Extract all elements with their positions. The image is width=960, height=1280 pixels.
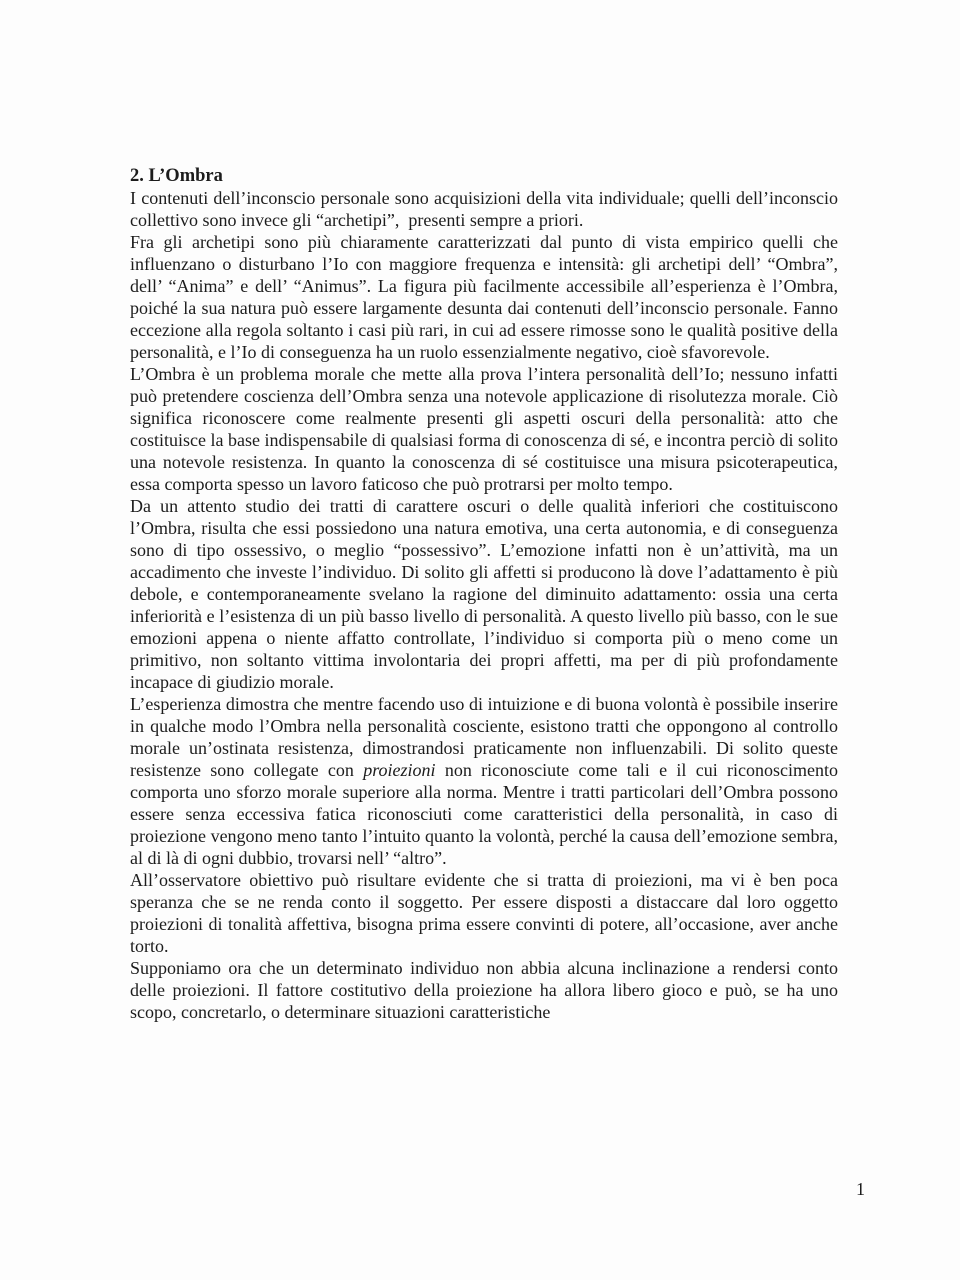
paragraph [130, 957, 838, 1023]
document-heading: 2. L’Ombra [130, 166, 223, 186]
text-run: non riconosciute come tali e il cui riconoscimento comporta uno sforzo morale superiore alla norma. Mentre i tratti particolari dell’Ombra possono essere senza eccessiva fatica riconosciuti come caratteristici della personalità, in caso di proiezione vengono meno tanto l’intuito quanto la volontà, perché la causa dell’emozione sembra, al di là di ogni dubbio, trovarsi nell’ “altro”. [130, 760, 838, 868]
text-run: Fra gli archetipi sono più chiaramente caratterizzati dal punto di vista empirico quelli che influenzano o disturbano l’Io con maggiore frequenza e intensità: gli archetipi dell’ “Ombra”, dell’ “Anima” e dell’ “Animus”. La figura più facilmente accessibile all’esperienza è l’Ombra, poiché la sua natura può essere largamente desunta dai contenuti dell’inconscio personale. Fanno eccezione alla regola soltanto i casi più rari, in cui ad essere rimosse sono le qualità positive della personalità, e l’Io di conseguenza ha un ruolo essenzialmente negativo, cioè sfavorevole. [130, 232, 838, 362]
paragraph [130, 363, 838, 495]
paragraph [130, 869, 838, 957]
text-run: Da un attento studio dei tratti di carattere oscuri o delle qualità inferiori che costituiscono l’Ombra, risulta che essi possiedono una natura emotiva, una certa autonomia, e di conseguenza sono di tipo ossessivo, o meglio “possessivo”. L’emozione infatti non è un’attività, ma un accadimento che investe l’individuo. Di solito gli affetti si producono là dove l’adattamento è più debole, e contemporaneamente svelano la ragione del diminuito adattamento: ossia una certa inferiorità e l’esistenza di un più basso livello di personalità. A questo livello più basso, con le sue emozioni appena o niente affatto controllate, l’individuo si comporta più o meno come un primitivo, non soltanto vittima involontaria dei propri affetti, ma per di più profondamente incapace di giudizio morale. [130, 496, 838, 692]
text-run: Supponiamo ora che un determinato individuo non abbia alcuna inclinazione a rendersi conto delle proiezioni. Il fattore costitutivo della proiezione ha allora libero gioco e può, se ha uno scopo, concretarlo, o determinare situazioni caratteristiche [130, 958, 838, 1022]
paragraph [130, 187, 838, 231]
text-run: I contenuti dell’inconscio personale sono acquisizioni della vita individuale; quelli dell’inconscio collettivo sono invece gli “archetipi”, presenti sempre a priori. [130, 188, 838, 230]
document-body [130, 165, 838, 1023]
text-run: L’Ombra è un problema morale che mette alla prova l’intera personalità dell’Io; nessuno infatti può pretendere coscienza dell’Ombra senza una notevole applicazione di risolutezza morale. Ciò significa riconoscere come realmente presenti gli aspetti oscuri della personalità: atto che costituisce la base indispensabile di qualsiasi forma di conoscenza di sé, e incontra perciò di solito una notevole resistenza. In quanto la conoscenza di sé costituisce una misura psicoterapeutica, essa comporta spesso un lavoro faticoso che può protrarsi per molto tempo. [130, 364, 838, 494]
paragraph [130, 495, 838, 693]
italic-run: proiezioni [363, 760, 436, 780]
text-run: L’esperienza dimostra che mentre facendo uso di intuizione e di buona volontà è possibile inserire in qualche modo l’Ombra nella personalità cosciente, esistono tratti che oppongono al controllo morale un’ostinata resistenza, dimostrandosi praticamente non influenzabili. Di solito queste resistenze sono collegate con [130, 694, 838, 780]
paragraphs-container [130, 187, 838, 1023]
paragraph [130, 231, 838, 363]
text-run: All’osservatore obiettivo può risultare evidente che si tratta di proiezioni, ma vi è ben poca speranza che se ne renda conto il soggetto. Per essere disposti a distaccare dal loro oggetto proiezioni di tonalità affettiva, bisogna prima essere convinti di potere, all’occasione, aver anche torto. [130, 870, 838, 956]
paragraph [130, 693, 838, 869]
page-number: 1 [856, 1179, 865, 1199]
